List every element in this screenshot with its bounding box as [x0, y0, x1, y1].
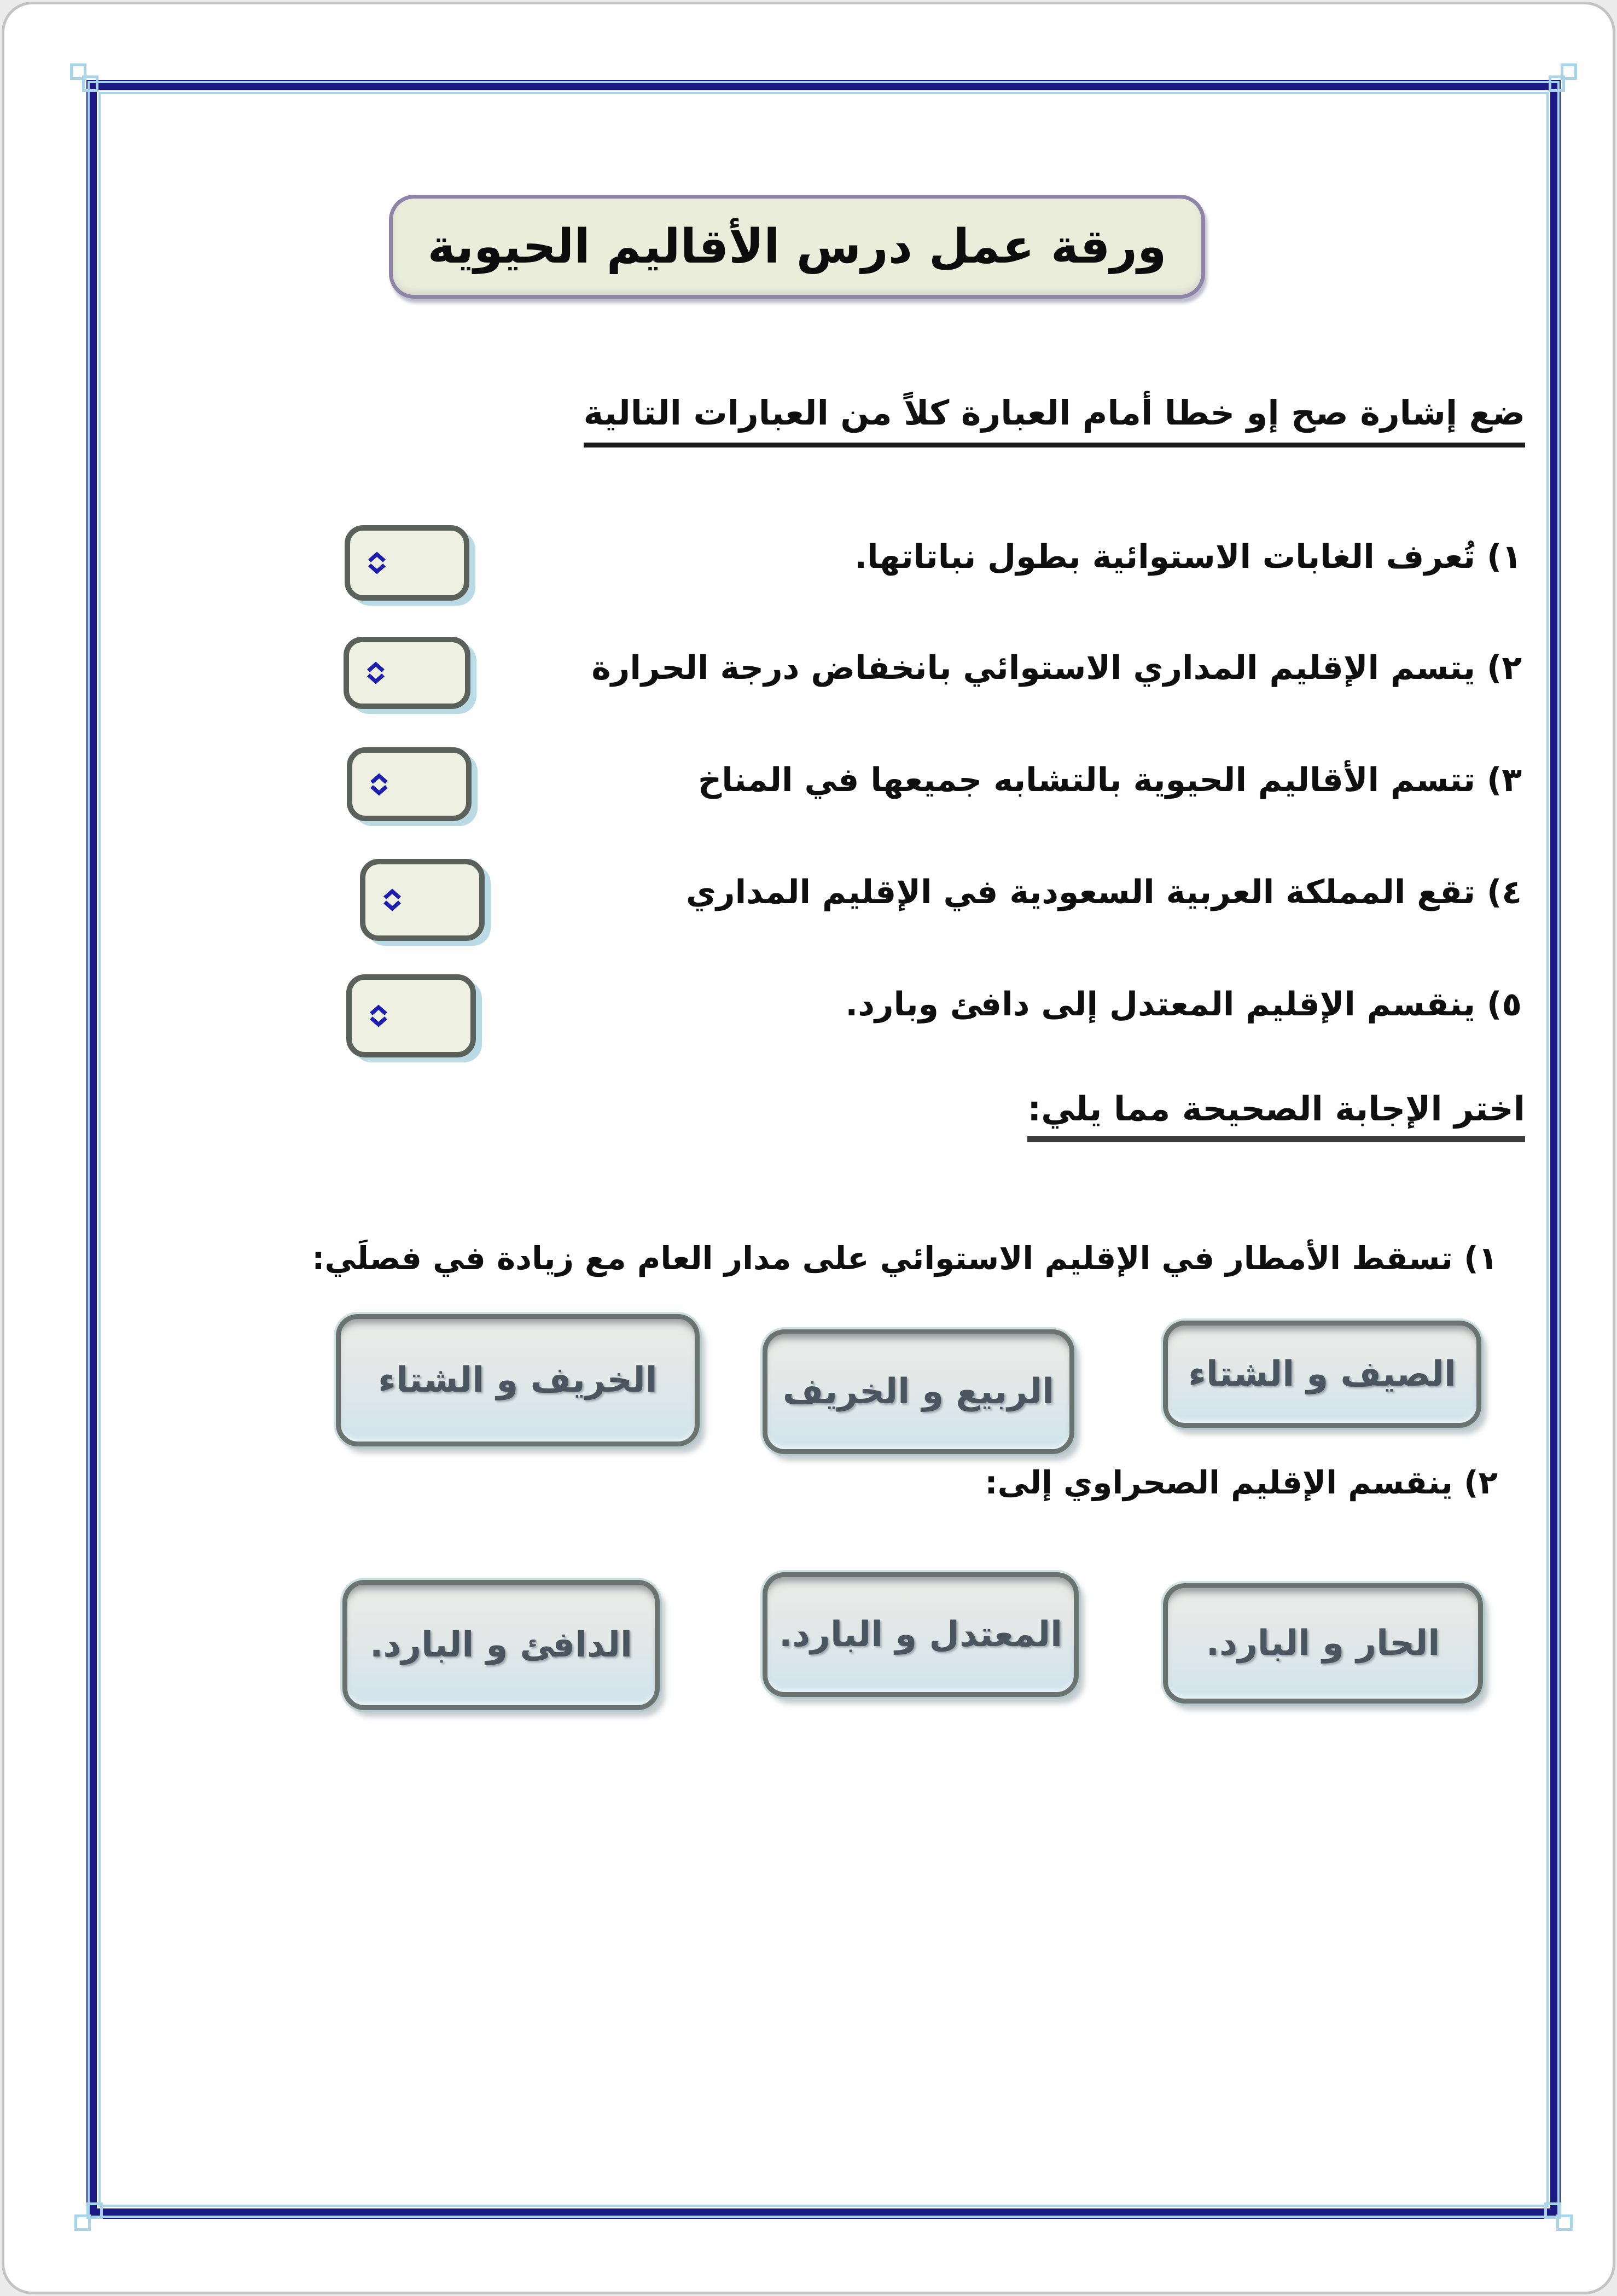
option-label: الدافئ و البارد. — [370, 1625, 632, 1665]
statement-2: ٢) يتسم الإقليم المداري الاستوائي بانخفاض درجة الحرارة — [591, 649, 1522, 687]
corner-square — [82, 75, 98, 92]
answer-dropdown-1[interactable] — [345, 525, 469, 601]
option-warm-cold[interactable] — [342, 1580, 660, 1710]
updown-chevron-icon — [364, 1001, 393, 1031]
option-label: الربيع و الخريف — [782, 1371, 1055, 1412]
answer-dropdown-5[interactable] — [346, 974, 476, 1057]
option-label: الحار و البارد. — [1206, 1623, 1440, 1664]
worksheet-title-box — [389, 195, 1205, 299]
border-corner-ornament — [1542, 2200, 1579, 2237]
option-spring-autumn[interactable] — [763, 1329, 1074, 1454]
border-corner-ornament — [68, 2200, 105, 2237]
updown-chevron-icon — [377, 885, 407, 915]
option-summer-winter[interactable] — [1163, 1321, 1481, 1428]
option-temperate-cold[interactable] — [763, 1572, 1079, 1697]
answer-dropdown-2[interactable] — [344, 637, 470, 709]
statement-4: ٤) تقع المملكة العربية السعودية في الإقليم المداري — [686, 873, 1522, 911]
corner-square — [1549, 75, 1565, 92]
corner-square — [1556, 2214, 1573, 2231]
border-corner-ornament — [68, 61, 105, 98]
worksheet-page — [2, 2, 1615, 2294]
choose-answer-section-heading: اختر الإجابة الصحيحة مما يلي: — [1027, 1089, 1525, 1142]
statement-3: ٣) تتسم الأقاليم الحيوية بالتشابه جميعها في المناخ — [697, 761, 1522, 799]
option-autumn-winter[interactable] — [336, 1314, 700, 1446]
statement-5: ٥) ينقسم الإقليم المعتدل إلى دافئ وبارد. — [845, 985, 1522, 1024]
option-label: الصيف و الشتاء — [1188, 1354, 1456, 1394]
worksheet-title: ورقة عمل درس الأقاليم الحيوية — [427, 219, 1167, 274]
option-hot-cold[interactable] — [1163, 1583, 1483, 1704]
statement-1: ١) تُعرف الغابات الاستوائية بطول نباتاتها. — [854, 538, 1522, 576]
mcq-question-2: ٢) ينقسم الإقليم الصحراوي إلى: — [985, 1464, 1498, 1501]
border-corner-ornament — [1542, 61, 1579, 98]
corner-square — [74, 2214, 91, 2231]
true-false-section-heading: ضع إشارة صح إو خطا أمام العبارة كلاً من العبارات التالية — [584, 393, 1525, 447]
updown-chevron-icon — [364, 770, 394, 799]
option-label: الخريف و الشتاء — [378, 1360, 658, 1400]
answer-dropdown-4[interactable] — [360, 859, 485, 941]
option-label: المعتدل و البارد. — [778, 1614, 1063, 1655]
updown-chevron-icon — [362, 548, 392, 578]
answer-dropdown-3[interactable] — [347, 747, 472, 821]
updown-chevron-icon — [361, 658, 391, 688]
mcq-question-1: ١) تسقط الأمطار في الإقليم الاستوائي على مدار العام مع زيادة في فصلَي: — [312, 1240, 1498, 1277]
